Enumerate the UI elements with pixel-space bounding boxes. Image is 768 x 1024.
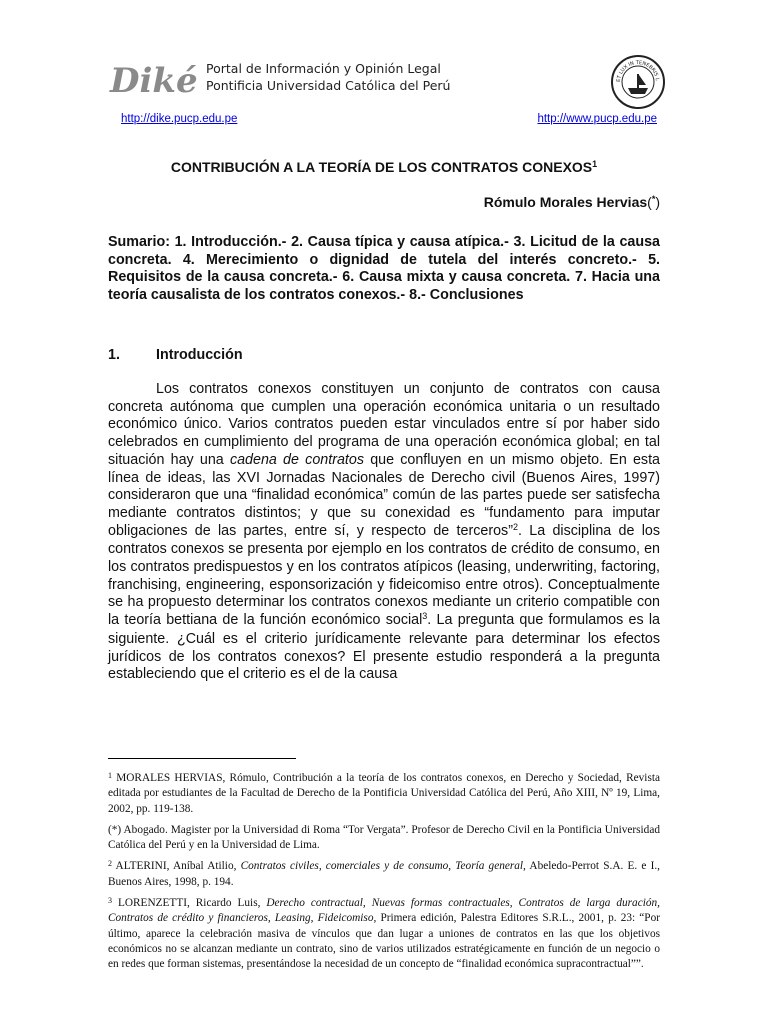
footnote-1 — [108, 771, 660, 817]
section-title: Introducción — [156, 347, 243, 363]
footnote-italic: Derecho contractual, Nuevas formas contractuales, Contratos de larga duración, Contratos de crédito y financieros, Leasing, Fideicomiso, — [108, 897, 660, 925]
footnote-text: LORENZETTI, Ricardo Luis, — [112, 897, 267, 910]
footnote-mark: 1 — [108, 771, 112, 780]
footnote-mark: 2 — [108, 859, 112, 869]
section-number: 1. — [108, 347, 120, 363]
text-run: . La pregunta que formulamos es la siguiente. ¿Cuál es el criterio jurídicamente relevante para determinar los efectos jurídicos de los contratos conexos? El presente estudio responderá a la pregunta estableciendo que el criterio es el de la causa — [108, 612, 660, 683]
paragraph — [108, 381, 660, 684]
footnote-mark: 3 — [108, 896, 112, 906]
author-name: Rómulo Morales Hervias — [483, 194, 648, 210]
portal-line-2: Pontificia Universidad Católica del Perú — [206, 78, 451, 93]
footnote-divider — [108, 758, 296, 759]
footnote-2 — [108, 859, 660, 890]
footnote-text: MORALES HERVIAS, Rómulo, Contribución a la teoría de los contratos conexos, en Derecho y Sociedad, Revista editada por estudiantes de la Facultad de Derecho de la Pontificia Universidad Católica del Perú, Año XIII, Nº 19, Lima, 2002, pp. 119-138. — [108, 772, 660, 815]
portal-text — [206, 60, 450, 94]
title-footnote-ref[interactable]: 1 — [592, 159, 598, 169]
footnote-text: Primera edición, Palestra Editores S.R.L., 2001, p. 23: “Por último, aparece la celebración masiva de vínculos que dan lugar a uniones de contratos en las que los objetivos económicos no se alcanzan mediante un contrato, sino de varios utilizados estratégicamente en función de un negocio o en redes que forman sistemas, presentándose la necesidad de un concepto de “finalidad económica supracontractual””. — [108, 912, 660, 971]
body-text — [108, 381, 660, 684]
author — [484, 194, 660, 210]
section-heading — [108, 347, 243, 363]
portal-line-1: Portal de Información y Opinión Legal — [206, 61, 441, 76]
author-note-open: ( — [647, 194, 652, 210]
author-footnote-ref[interactable]: * — [651, 194, 656, 204]
summary: Sumario: 1. Introducción.- 2. Causa típica y causa atípica.- 3. Licitud de la causa concreta. 4. Merecimiento o dignidad de tutela del interés concreto.- 5. Requisitos de la causa concreta.- 6. Causa mixta y causa concreta. 7. Hacia una teoría causalista de los contratos conexos.- 8.- Conclusiones — [108, 234, 660, 304]
pucp-link[interactable]: http://www.pucp.edu.pe — [537, 113, 657, 125]
pucp-seal-icon — [610, 54, 666, 110]
footnote-text: Abeledo-Perrot S.A. E. e I., Buenos Aires, 1998, p. 194. — [108, 860, 660, 888]
footnote-text: ALTERINI, Aníbal Atilio, — [112, 860, 241, 873]
italic-run: cadena de contratos — [229, 451, 364, 468]
text-run: Los contratos conexos constituyen un conjunto de contratos con causa concreta autónoma que cumplen una operación económica unitaria o un resultado económico único. Varios contratos pueden estar vinculados entre sí por haber sido celebrados en cumplimiento del programa de una operación económica global; en tal situación hay una — [108, 381, 660, 468]
dike-link[interactable]: http://dike.pucp.edu.pe — [121, 113, 238, 125]
dike-logo — [108, 56, 202, 102]
title-text: CONTRIBUCIÓN A LA TEORÍA DE LOS CONTRATOS CONEXOS — [170, 159, 593, 175]
svg-text:ET LUX IN TENEBRIS LUCET: ET LUX IN TENEBRIS L — [615, 59, 660, 83]
document-title — [108, 159, 660, 175]
footnote-ref-2[interactable]: 2 — [512, 521, 518, 532]
author-note-close: ) — [655, 194, 660, 210]
header-links — [121, 113, 657, 129]
footnote-italic: Contratos civiles, comerciales y de consumo, Teoría general, — [240, 860, 526, 873]
page-header — [108, 52, 666, 112]
text-run: que confluyen en un mismo objeto. En esta línea de ideas, las XVI Jornadas Nacionales de Derecho civil (Buenos Aires, 1997) consideraron que una “finalidad económica” común de las partes puede ser satisfecha mediante contratos distintos; y que su conexidad es “fundamento para imputar obligaciones de las partes, entre sí, y respecto de terceros” — [108, 451, 661, 539]
footnote-ref-3[interactable]: 3 — [422, 611, 428, 622]
footnote-author: (*) Abogado. Magister por la Universidad di Roma “Tor Vergata”. Profesor de Derecho Civil en la Pontificia Universidad Católica del Perú y en la Universidad de Lima. — [108, 823, 660, 852]
footnotes — [108, 771, 660, 979]
footnote-3 — [108, 896, 660, 972]
text-run: . La disciplina de los contratos conexos se presenta por ejemplo en los contratos de crédito de consumo, en los contratos predispuestos y en los contratos atípicos (leasing, underwriting, factoring, franchising, engineering, esponsorización y fideicomiso entre otros). Conceptualmente se ha propuesto determinar los contratos conexos mediante un criterio compatible con la teoría bettiana de la función económico social — [108, 522, 661, 629]
svg-text:Diké: Diké — [110, 61, 198, 101]
